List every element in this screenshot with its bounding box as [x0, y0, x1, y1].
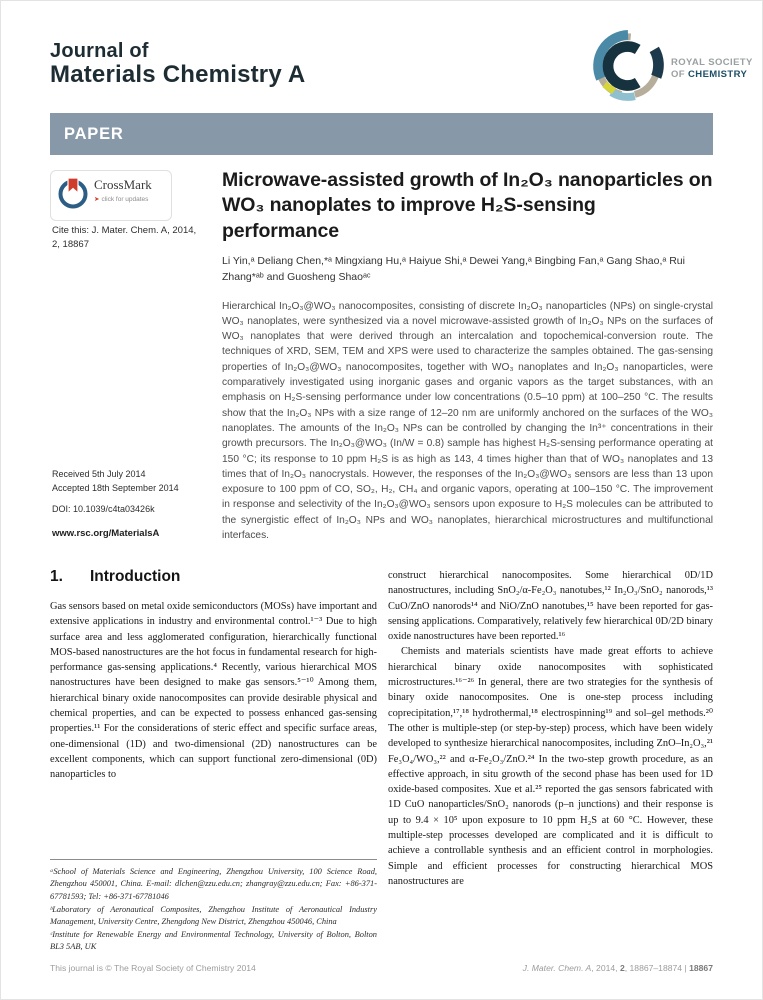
journal-masthead	[50, 40, 305, 89]
affiliation-footnotes	[50, 859, 377, 954]
crossmark-badge[interactable]	[50, 170, 172, 221]
section-number: 1.	[50, 568, 63, 585]
crossmark-icon	[58, 177, 88, 214]
intro-paragraph-right-2: Chemists and materials scientists have made great efforts to achieve hierarchical binary oxide nanocomposites with sophisticated microstructures.¹⁶⁻²⁶ In general, there are two strategies for the synthesis of binary oxide nanocomposites. One is one-step process including coprecipitation,¹⁷,¹⁸ hydrothermal,¹⁸ electrospinning¹⁹ and sol–gel methods.²⁰ The other is multiple-step (or step-by-step) process, which have been widely developed to synthesize hierarchical nanocomposites, including ZnO–In₂O₃,²¹ Fe₃O₄/WO₃,²² and α-Fe₂O₃/ZnO.²⁴ In the two-step growth procedure, as an effective approach, in situ growth of the second phase has been used for 1D oxide-based composites. Xue et al.²⁵ reported the gas sensors fabricated with 1D CuO nanoparticles/SnO₂ nanorods (p–n junctions) and their response is up to 9.4 × 10⁵ upon exposure to 10 ppm H₂S at 60 °C. However, these multiple-step processes developed are complicated and it is difficult to achieve a controllable synthesis and an efficient control in morphologies. Simple and efficient processes for constructing hierarchical MOS nanostructures are	[388, 646, 713, 887]
journal-name-line1: Journal of	[50, 40, 149, 62]
citation-info: Cite this: J. Mater. Chem. A, 2014, 2, 18867	[52, 225, 197, 251]
intro-paragraph-left: Gas sensors based on metal oxide semiconductors (MOSs) have important and extensive applications in industry and environmental control.¹⁻³ Due to high surface area and less agglomerated configuration, hierarchically functional MOS-based nanostructures are the hot focus in fundamental research for high-performance gas-sensing applications.⁴ Recently, various hierarchical MOS nanostructures have been designed to make gas sensors.⁵⁻¹⁰ Among them, hierarchical binary oxide nanocomposites can provide desirable physical and chemical properties, and can be expected to possess enhanced gas-sensing properties.¹¹ For the considerations of steric effect and specific surface areas, one-dimensional (1D) and two-dimensional (2D) nanostructures can be excellent components, which can support functional zero-dimensional (0D) nanoparticles to	[50, 601, 377, 781]
paper-type-label: PAPER	[64, 124, 124, 143]
footnote-divider	[50, 859, 377, 860]
paper-type-banner	[50, 113, 713, 155]
rsc-circle-icon	[592, 30, 664, 107]
journal-website-link[interactable]: www.rsc.org/MaterialsA	[52, 528, 160, 539]
red-arrow-icon: ➤	[94, 196, 100, 203]
footer-copyright: This journal is © The Royal Society of Chemistry 2014	[50, 963, 256, 973]
article-sidebar	[50, 168, 212, 560]
section-heading-introduction	[50, 568, 377, 586]
footnote-affiliation-b: ᵇLaboratory of Aeronautical Composites, Zhengzhou Institute of Aeronautical Industry Management, University Centre, Zhengdong New District, Zhengzhou 450046, China	[50, 904, 377, 927]
footer-citation: J. Mater. Chem. A, 2014, 2, 18867–18874 | 18867	[522, 963, 713, 973]
section-title: Introduction	[90, 568, 181, 585]
crossmark-subtitle: ➤ click for updates	[94, 196, 149, 203]
crossmark-title: CrossMark	[94, 177, 152, 192]
footer-volume: 2	[619, 963, 625, 973]
accepted-date: Accepted 18th September 2014	[52, 482, 179, 493]
footnote-affiliation-c: ᶜInstitute for Renewable Energy and Environmental Technology, University of Bolton, Bolton BL3 5AB, UK	[50, 929, 377, 952]
body-column-right	[388, 568, 713, 958]
author-list: Li Yin,ᵃ Deliang Chen,*ᵃ Mingxiang Hu,ᵃ Haiyue Shi,ᵃ Dewei Yang,ᵃ Bingbing Fan,ᵃ Gang Shao,ᵃ Rui Zhang*ᵃᵇ and Guosheng Shaoᵃᶜ	[222, 255, 685, 283]
rsc-text-chemistry: CHEMISTRY	[688, 68, 748, 80]
article-header	[50, 168, 713, 560]
rsc-text-line1: ROYAL SOCIETY	[671, 56, 753, 68]
page-footer	[50, 963, 713, 973]
received-date: Received 5th July 2014	[52, 469, 146, 479]
article-title-block	[222, 168, 713, 543]
footer-page-number: 18867	[689, 963, 713, 973]
footer-journal-name: J. Mater. Chem. A	[522, 963, 592, 973]
rsc-text-of: OF	[671, 68, 689, 80]
abstract-text: Hierarchical In₂O₃@WO₃ nanocomposites, consisting of discrete In₂O₃ nanoparticles (NPs) on single-crystal WO₃ nanoplates, were synthesized via a novel microwave-assisted growth of In₂O₃ NPs on the surfaces of WO₃ nanoplates that were derived through an intercalation and topochemical-conversion route. The techniques of XRD, SEM, TEM and XPS were used to characterize the samples obtained. The gas-sensing properties of In₂O₃@WO₃ nanocomposites, together with WO₃ nanoplates and In₂O₃ nanoparticles, were comparatively investigated using inorganic gases and organic vapors as the target substances, with an emphasis on H₂S-sensing performance under low concentrations (0.5–10 ppm) at 100–250 °C. The results show that the In₂O₃ NPs with a size range of 12–20 nm are uniformly anchored on the surfaces of the WO₃ nanoplates. The amounts of the In₂O₃ NPs can be controlled by changing the In³⁺ concentrations in their growth precursors. The In₂O₃@WO₃ (In/W = 0.8) sample has highest H₂S-sensing performance operating at 150 °C; its response to 10 ppm H₂S is as high as 143, 4 times higher than that of WO₃ nanoplates and 13 times that of In₂O₃ nanocrystals. However, the responses of the In₂O₃@WO₃ sensors are less than 13 upon exposure to 100 ppm of CO, SO₂, H₂, CH₄ and organic vapors, operating at 100–150 °C. The improvement in response and selectivity of the In₂O₃@WO₃ sensors upon exposure to H₂S molecules can be attributed to the synergistic effect of In₂O₃ NPs and WO₃ nanoplates, hierarchical microstructures and multifunctional interfaces.	[222, 300, 713, 541]
intro-paragraph-right-1: construct hierarchical nanocomposites. Some hierarchical 0D/1D nanostructures, including SnO₂/α-Fe₂O₃ nanotubes,¹² In₂O₃/SnO₂ nanorods,¹³ CuO/ZnO nanorods¹⁴ and NiO/ZnO nanotubes,¹⁵ have been reported for gas-sensing applications. Comparatively, relatively few hierarchical 0D/2D binary oxide nanostructures have been reported.¹⁶	[388, 570, 713, 643]
received-accepted-dates	[52, 468, 179, 496]
rsc-logo-text	[671, 57, 753, 81]
rsc-logo	[592, 30, 753, 107]
article-body	[50, 568, 713, 958]
article-title: Microwave-assisted growth of In₂O₃ nanoparticles on WO₃ nanoplates to improve H₂S-sensing performance	[222, 169, 713, 242]
doi-text: DOI: 10.1039/c4ta03426k	[52, 504, 155, 514]
body-column-left	[50, 568, 377, 958]
footnote-affiliation-a: ᵃSchool of Materials Science and Engineering, Zhengzhou University, 100 Science Road, Zhengzhou 450001, China. E-mail: dlchen@zzu.edu.cn; zhangray@zzu.edu.cn; Fax: +86-371-67781593; Tel: +86-371-67781046	[50, 866, 377, 901]
journal-name-line2: Materials Chemistry A	[50, 61, 306, 89]
